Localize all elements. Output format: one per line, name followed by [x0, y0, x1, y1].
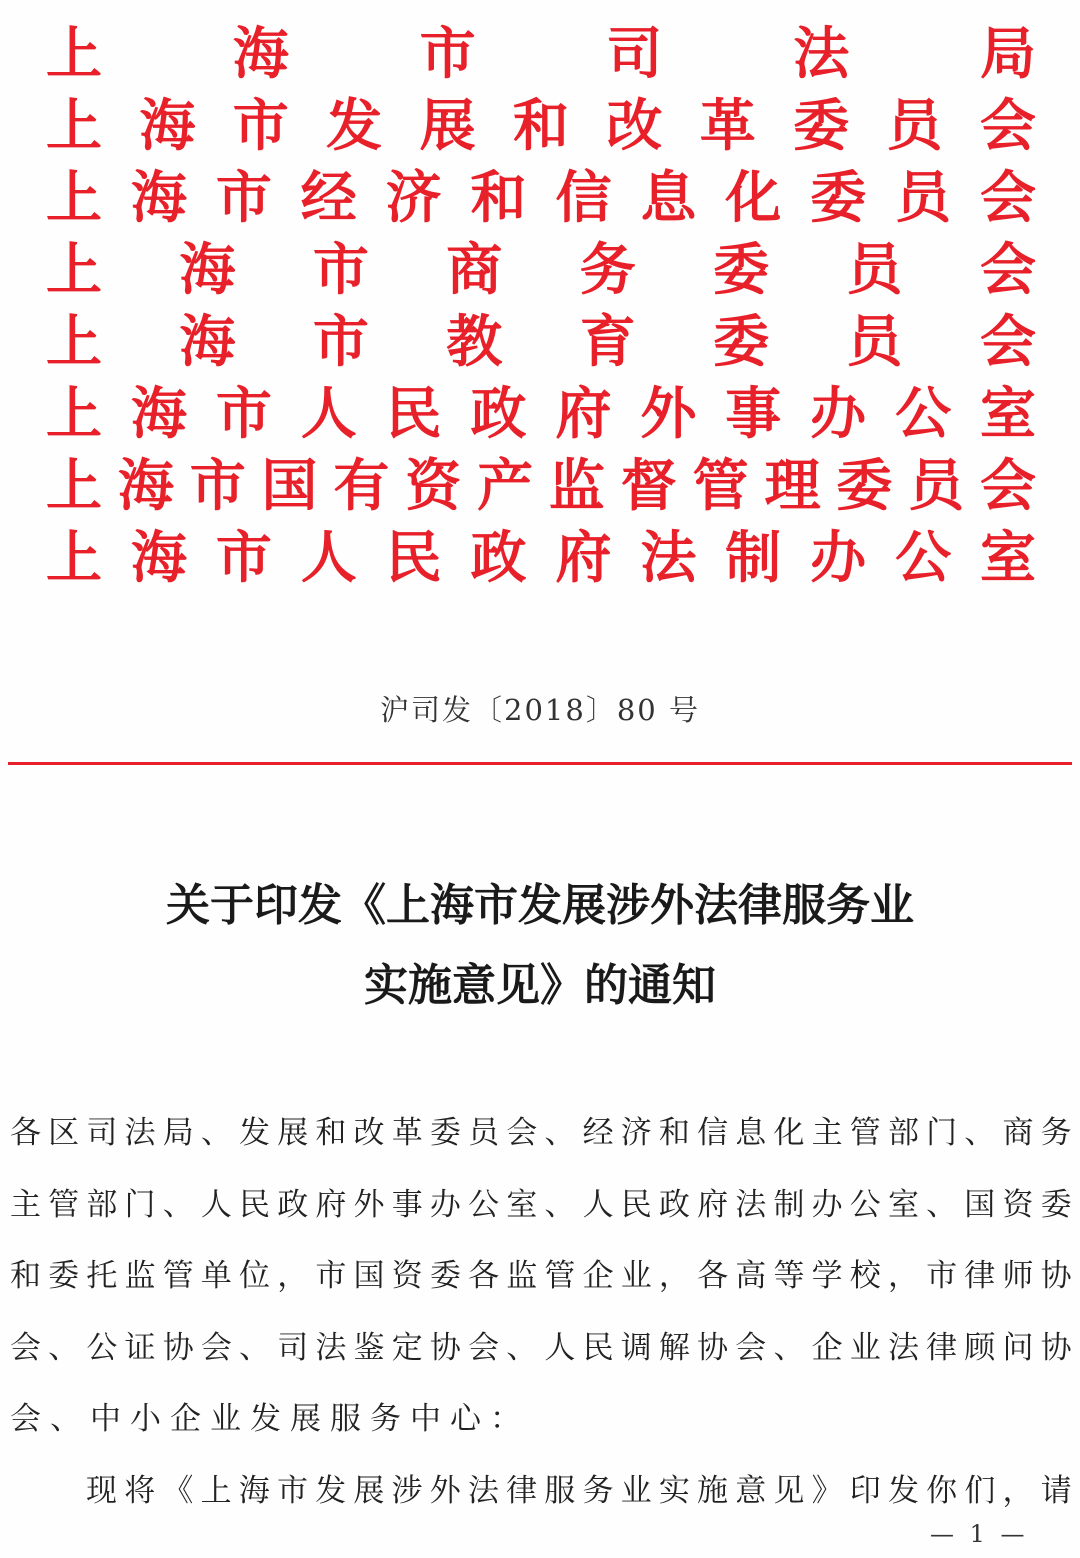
title-line-1: 关于印发《上海市发展涉外法律服务业: [166, 880, 914, 931]
agency-name: 上 海 市 人 民 政 府 外 事 办 公 室: [46, 381, 1036, 447]
agency-name: 上 海 市 教 育 委 员 会: [46, 309, 1036, 375]
title-line-2: 实施意见》的通知: [364, 960, 716, 1011]
agency-name: 上 海 市 发 展 和 改 革 委 员 会: [46, 93, 1036, 159]
body-line: 现 将 《 上 海 市 发 展 涉 外 法 律 服 务 业 实 施 意 见 》 印 发 你 们 ， 请: [86, 1472, 1072, 1509]
page-number: — 1 —: [930, 1520, 1029, 1548]
agency-name: 上 海 市 经 济 和 信 息 化 委 员 会: [46, 165, 1036, 231]
red-divider-line: [8, 762, 1072, 765]
body-line: 各 区 司 法 局 、 发 展 和 改 革 委 员 会 、 经 济 和 信 息 化 主 管 部 门 、 商 务: [10, 1115, 1072, 1151]
agency-name: 上 海 市 司 法 局: [46, 21, 1036, 87]
body-line: 主 管 部 门 、 人 民 政 府 外 事 办 公 室 、 人 民 政 府 法 制 办 公 室 、 国 资 委: [10, 1186, 1072, 1223]
agency-name: 上 海 市 商 务 委 员 会: [46, 237, 1036, 303]
body-line: 会 、 公 证 协 会 、 司 法 鉴 定 协 会 、 人 民 调 解 协 会 、 企 业 法 律 顾 问 协: [10, 1329, 1072, 1366]
document-title: [0, 866, 1080, 1026]
body-line: 会 、 中 小 企 业 发 展 服 务 中 心 ：: [10, 1401, 521, 1437]
body-line: 和 委 托 监 管 单 位 ， 市 国 资 委 各 监 管 企 业 ， 各 高 等 学 校 ， 市 律 师 协: [10, 1258, 1072, 1294]
document-body: [10, 1098, 1072, 1527]
document-number: 沪司发〔2018〕80 号: [380, 693, 700, 727]
agency-name: 上 海 市 国 有 资 产 监 督 管 理 委 员 会: [46, 453, 1036, 519]
issuing-agencies-header: [46, 18, 1036, 594]
agency-name: 上 海 市 人 民 政 府 法 制 办 公 室: [46, 525, 1036, 591]
